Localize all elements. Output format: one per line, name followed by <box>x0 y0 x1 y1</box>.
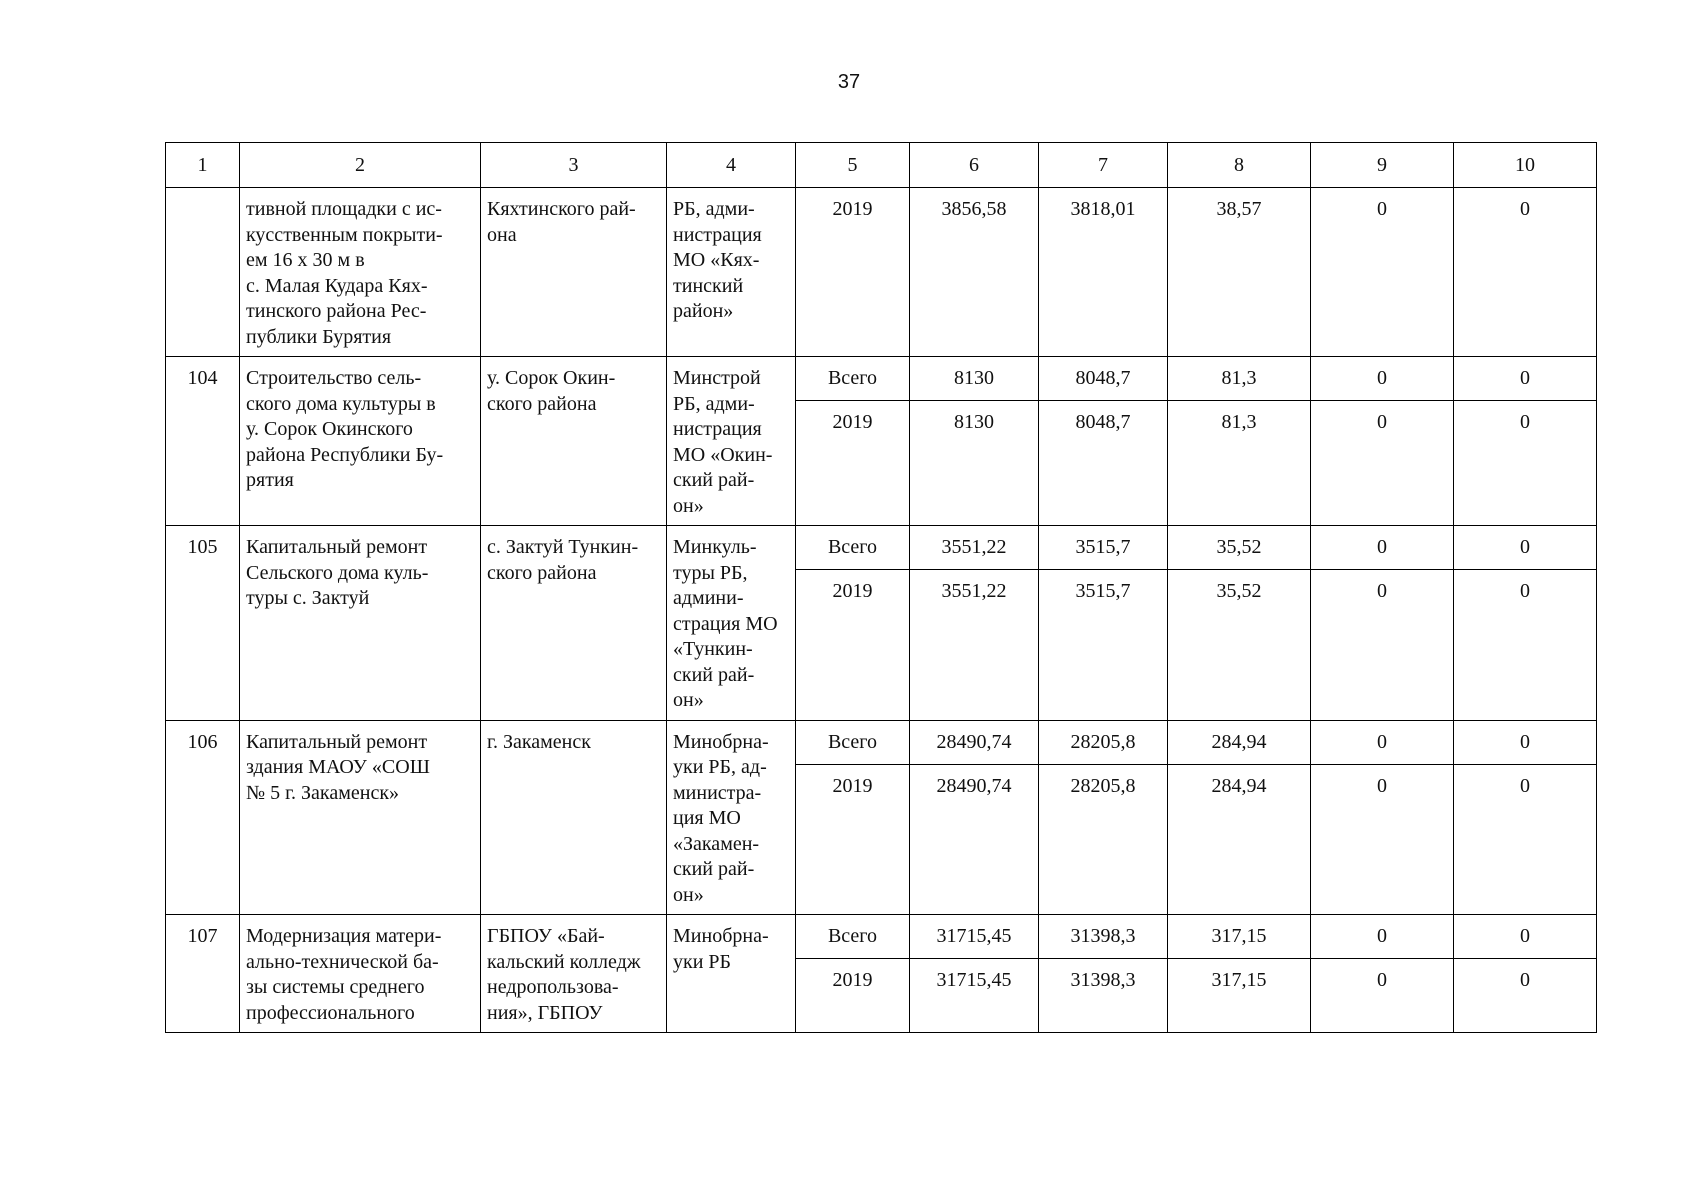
total-value-cell: 81,3 <box>1168 357 1311 401</box>
value-cell: 0 <box>1311 188 1454 357</box>
item-location-cell: у. Сорок Окин- ского района <box>481 357 667 526</box>
total-value-cell: 3551,22 <box>910 526 1039 570</box>
item-name-cell: Строительство сель- ского дома культуры в у. Сорок Окинского района Республики Бу- рятия <box>240 357 481 526</box>
item-responsible-cell: Минобрна- уки РБ, ад- министра- ция МО «Закамен- ский рай- он» <box>667 720 796 915</box>
year-label-cell: 2019 <box>796 401 910 526</box>
item-number-cell: 104 <box>166 357 240 526</box>
item-location-cell: с. Зактуй Тункин- ского района <box>481 526 667 721</box>
total-value-cell: 0 <box>1454 915 1597 959</box>
total-value-cell: 0 <box>1311 357 1454 401</box>
total-value-cell: 28490,74 <box>910 720 1039 764</box>
year-value-cell: 284,94 <box>1168 764 1311 915</box>
year-value-cell: 0 <box>1454 959 1597 1033</box>
table-row <box>166 526 1597 570</box>
total-label-cell: Всего <box>796 915 910 959</box>
item-location-cell: Кяхтинского рай- она <box>481 188 667 357</box>
column-header: 3 <box>481 143 667 188</box>
column-header: 7 <box>1039 143 1168 188</box>
total-value-cell: 28205,8 <box>1039 720 1168 764</box>
year-value-cell: 0 <box>1311 570 1454 721</box>
item-responsible-cell: РБ, адми- нистрация МО «Кях- тинский район» <box>667 188 796 357</box>
column-header: 4 <box>667 143 796 188</box>
total-value-cell: 0 <box>1454 357 1597 401</box>
total-value-cell: 317,15 <box>1168 915 1311 959</box>
year-label-cell: 2019 <box>796 764 910 915</box>
column-header: 2 <box>240 143 481 188</box>
table-row <box>166 720 1597 764</box>
item-name-cell: тивной площадки с ис- кусственным покрыти- ем 16 х 30 м в с. Малая Кудара Кях- тинского района Рес- публики Бурятия <box>240 188 481 357</box>
year-label-cell: 2019 <box>796 959 910 1033</box>
year-value-cell: 3515,7 <box>1039 570 1168 721</box>
total-value-cell: 8048,7 <box>1039 357 1168 401</box>
page-number: 37 <box>837 71 861 93</box>
year-value-cell: 0 <box>1311 764 1454 915</box>
item-name-cell: Капитальный ремонт Сельского дома куль- туры с. Зактуй <box>240 526 481 721</box>
total-value-cell: 0 <box>1454 720 1597 764</box>
value-cell: 3818,01 <box>1039 188 1168 357</box>
item-number-cell: 106 <box>166 720 240 915</box>
item-responsible-cell: Минкуль- туры РБ, админи- страция МО «Тункин- ский рай- он» <box>667 526 796 721</box>
total-value-cell: 31715,45 <box>910 915 1039 959</box>
table-row <box>166 915 1597 959</box>
value-cell: 3856,58 <box>910 188 1039 357</box>
total-value-cell: 284,94 <box>1168 720 1311 764</box>
total-label-cell: Всего <box>796 526 910 570</box>
column-header: 6 <box>910 143 1039 188</box>
year-value-cell: 28205,8 <box>1039 764 1168 915</box>
table-row <box>166 188 1597 357</box>
total-value-cell: 0 <box>1454 526 1597 570</box>
column-header: 10 <box>1454 143 1597 188</box>
item-responsible-cell: Минобрна- уки РБ <box>667 915 796 1033</box>
year-value-cell: 35,52 <box>1168 570 1311 721</box>
year-value-cell: 0 <box>1454 401 1597 526</box>
year-value-cell: 8048,7 <box>1039 401 1168 526</box>
total-value-cell: 8130 <box>910 357 1039 401</box>
year-label-cell: 2019 <box>796 570 910 721</box>
value-cell: 2019 <box>796 188 910 357</box>
year-value-cell: 8130 <box>910 401 1039 526</box>
column-header: 1 <box>166 143 240 188</box>
table-row <box>166 357 1597 401</box>
item-location-cell: г. Закаменск <box>481 720 667 915</box>
year-value-cell: 0 <box>1311 401 1454 526</box>
item-number-cell: 105 <box>166 526 240 721</box>
column-header: 9 <box>1311 143 1454 188</box>
table-body <box>166 143 1597 1033</box>
item-number-cell <box>166 188 240 357</box>
year-value-cell: 31715,45 <box>910 959 1039 1033</box>
item-name-cell: Капитальный ремонт здания МАОУ «СОШ № 5 г. Закаменск» <box>240 720 481 915</box>
column-number-header-row <box>166 143 1597 188</box>
total-label-cell: Всего <box>796 720 910 764</box>
total-label-cell: Всего <box>796 357 910 401</box>
item-name-cell: Модернизация матери- ально-технической ба- зы системы среднего профессионального <box>240 915 481 1033</box>
column-header: 5 <box>796 143 910 188</box>
item-responsible-cell: Минстрой РБ, адми- нистрация МО «Окин- ский рай- он» <box>667 357 796 526</box>
year-value-cell: 3551,22 <box>910 570 1039 721</box>
year-value-cell: 0 <box>1454 570 1597 721</box>
column-header: 8 <box>1168 143 1311 188</box>
value-cell: 38,57 <box>1168 188 1311 357</box>
year-value-cell: 0 <box>1454 764 1597 915</box>
total-value-cell: 0 <box>1311 915 1454 959</box>
year-value-cell: 317,15 <box>1168 959 1311 1033</box>
total-value-cell: 35,52 <box>1168 526 1311 570</box>
year-value-cell: 0 <box>1311 959 1454 1033</box>
item-location-cell: ГБПОУ «Бай- кальский колледж недропользова- ния», ГБПОУ <box>481 915 667 1033</box>
year-value-cell: 31398,3 <box>1039 959 1168 1033</box>
year-value-cell: 81,3 <box>1168 401 1311 526</box>
total-value-cell: 0 <box>1311 720 1454 764</box>
item-number-cell: 107 <box>166 915 240 1033</box>
total-value-cell: 3515,7 <box>1039 526 1168 570</box>
total-value-cell: 31398,3 <box>1039 915 1168 959</box>
data-table <box>165 142 1597 1033</box>
total-value-cell: 0 <box>1311 526 1454 570</box>
value-cell: 0 <box>1454 188 1597 357</box>
year-value-cell: 28490,74 <box>910 764 1039 915</box>
